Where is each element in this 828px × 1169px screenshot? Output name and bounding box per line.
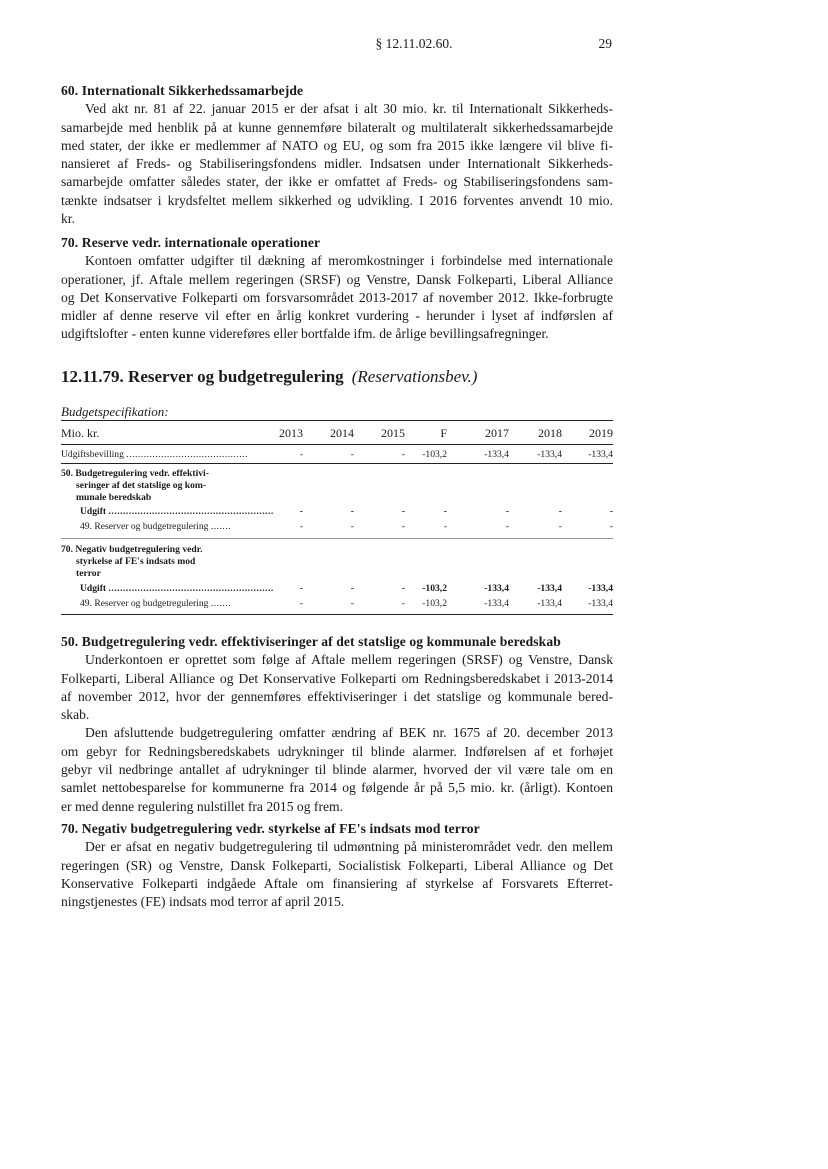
text-line: er med denne regulering nulstillet fra 2015 og frem. — [61, 798, 343, 814]
table-cell: - — [609, 521, 613, 532]
table-cell: -133,4 — [588, 583, 613, 594]
leader-dots: ......................................................... — [108, 506, 274, 517]
row-label: Udgift — [80, 506, 107, 517]
table-rule-bottom — [61, 614, 613, 615]
text-line: Ved akt nr. 81 af 22. januar 2015 er der afsat i alt 30 mio. kr. til Internationalt Sikkerheds- — [85, 101, 613, 117]
section-50-title: 50. Budgetregulering vedr. effektiviseringer af det statslige og kommunale beredskab — [61, 634, 561, 649]
table-row-group50-udgift — [61, 506, 613, 521]
text-line: skab. — [61, 707, 90, 723]
table-cell: - — [299, 598, 303, 609]
section-70b-body — [61, 838, 613, 911]
text-line: gebyr vil nedbringe antallet af udrykninger til blinde alarmer, hvorved der vil være tale om en — [61, 762, 613, 778]
table-row-udgiftsbevilling — [61, 449, 613, 464]
text-line: udgiftslofter - enten kunne videreføres eller bortfalde ifm. de årlige bevillingsafregninger. — [61, 326, 549, 342]
group-title-line: 70. Negativ budgetregulering vedr. — [61, 544, 203, 555]
section-70 — [61, 234, 613, 344]
year-header: 2018 — [538, 426, 562, 440]
text-line: tænkte indsatser i krydsfeltet mellem sikkerhed og udvikling. I 2016 forventes anvendt 10 mio. — [61, 192, 613, 208]
text-line: Folkeparti, Liberal Alliance og Det Konservative Folkeparti om Redningsberedskabet i 2013-2014 — [61, 670, 613, 686]
text-line: Underkontoen er oprettet som følge af Aftale mellem regeringen (SRSF) og Venstre, Dansk — [85, 652, 613, 668]
leader-dots: ....... — [210, 521, 232, 532]
section-60-body — [61, 100, 613, 228]
table-cell: - — [558, 521, 562, 532]
text-line: med stater, der ikke er medlemmer af NATO og EU, og som fra 2015 ikke længere vil blive fi- — [61, 137, 613, 153]
table-cell: - — [505, 506, 509, 517]
group-title-line: 50. Budgetregulering vedr. effektivi- — [61, 468, 209, 479]
table-cell: - — [350, 506, 354, 517]
text-line: og Det Konservative Folkeparti om forsvarsområdet 2013-2017 af november 2012. Ikke-forbrugte — [61, 289, 613, 305]
row-label: 49. Reserver og budgetregulering — [80, 521, 209, 532]
table-cell: -133,4 — [484, 598, 509, 609]
leader-dots: .......................................... — [126, 449, 249, 460]
table-cell: - — [558, 506, 562, 517]
table-cell: - — [299, 521, 303, 532]
text-line: samlet nettobesparelse for kommunerne fra 2014 og følgende år på 5,5 mio. kr. (årligt). Kontoen — [61, 780, 613, 796]
section-60-title: 60. Internationalt Sikkerhedssamarbejde — [61, 83, 304, 98]
table-cell: -133,4 — [537, 598, 562, 609]
leader-dots: ....... — [210, 598, 232, 609]
row-label: Udgiftsbevilling — [61, 449, 124, 460]
section-50-para-2 — [61, 724, 613, 815]
table-cell: -133,4 — [484, 583, 509, 594]
account-heading-title: 12.11.79. Reserver og budgetregulering — [61, 367, 344, 386]
table-cell: -103,2 — [422, 449, 447, 460]
section-70-body — [61, 252, 613, 343]
table-cell: - — [350, 521, 354, 532]
row-label: 49. Reserver og budgetregulering — [80, 598, 209, 609]
text-line: Kontoen omfatter udgifter til dækning af meromkostninger i forbindelse med internationale — [85, 253, 613, 269]
year-header: 2019 — [589, 426, 613, 440]
table-cell: -103,2 — [422, 583, 447, 594]
table-rule-top — [61, 420, 613, 421]
table-cell: - — [299, 506, 303, 517]
table-cell: -133,4 — [588, 449, 613, 460]
group-50-title — [61, 468, 271, 504]
text-line: Der er afsat en negativ budgetregulering til udmøntning på ministerområdet vedr. den mellem — [85, 839, 613, 855]
group-title-line: munale beredskab — [76, 492, 152, 503]
table-cell: - — [443, 521, 447, 532]
text-line: samarbejde med henblik på at kunne gennemføre bilateralt og multilateralt sikkerhedssamarbejde — [61, 119, 613, 135]
section-60 — [61, 82, 613, 228]
unit-label: Mio. kr. — [61, 426, 100, 440]
text-line: regeringen (SR) og Venstre, Dansk Folkeparti, Socialistisk Folkeparti, Liberal Alliance og Det — [61, 857, 613, 873]
table-cell: - — [505, 521, 509, 532]
table-cell: - — [299, 449, 303, 460]
year-header: 2013 — [279, 426, 303, 440]
table-cell: - — [350, 583, 354, 594]
account-heading — [61, 367, 477, 387]
section-70-negativ — [61, 820, 613, 911]
year-header: F — [440, 426, 447, 440]
table-cell: - — [350, 449, 354, 460]
table-cell: -133,4 — [537, 583, 562, 594]
row-label: Udgift — [80, 583, 107, 594]
table-rule — [61, 463, 613, 464]
table-cell: - — [299, 583, 303, 594]
section-70-title: 70. Reserve vedr. internationale operationer — [61, 235, 321, 250]
text-line: Konservative Folkeparti indgåede Aftale om finansiering af styrkelse af Forsvarets Efterret- — [61, 875, 613, 891]
table-cell: -133,4 — [484, 449, 509, 460]
table-row-group70-udgift — [61, 583, 613, 598]
table-cell: - — [401, 521, 405, 532]
table-header-row — [61, 426, 613, 441]
table-cell: - — [350, 598, 354, 609]
leader-dots: ......................................................... — [108, 583, 274, 594]
table-cell: - — [401, 598, 405, 609]
group-title-line: seringer af det statslige og kom- — [76, 480, 207, 491]
table-row-group50-sub — [61, 521, 613, 536]
text-line: nansieret af Freds- og Stabiliseringsfondens midler. Indsatsen under Internationalt Sikkerheds- — [61, 156, 613, 172]
year-header: 2014 — [330, 426, 354, 440]
group-title-line: styrkelse af FE's indsats mod — [76, 556, 196, 567]
year-header: 2017 — [485, 426, 509, 440]
budget-spec-label: Budgetspecifikation: — [61, 404, 169, 419]
table-cell: - — [401, 583, 405, 594]
text-line: operationer, jf. Aftale mellem regeringen (SRSF) og Venstre, Dansk Folkeparti, Liberal Alliance — [61, 271, 613, 287]
table-cell: - — [401, 506, 405, 517]
section-50-para-1 — [61, 651, 613, 724]
text-line: ningstjenestes (FE) indsats mod terror af april 2015. — [61, 894, 345, 910]
table-rule — [61, 538, 613, 539]
year-header: 2015 — [381, 426, 405, 440]
text-line: kr. — [61, 211, 75, 227]
text-line: af november 2012, hvor der gennemføres effektiviseringer i det statslige og kommunale bered- — [61, 688, 613, 704]
text-line: midler af denne reserve vil efter en årlig konkret vurdering - herunder i lyset af indførslen af — [61, 308, 613, 324]
group-70-title — [61, 544, 271, 580]
table-rule — [61, 444, 613, 445]
text-line: om gebyr for Redningsberedskabets udrykninger til blinde alarmer. Indførelsen af et forhøjet — [61, 743, 613, 759]
account-heading-tag: (Reservationsbev.) — [351, 367, 478, 386]
table-cell: - — [401, 449, 405, 460]
table-cell: -133,4 — [588, 598, 613, 609]
section-70b-title: 70. Negativ budgetregulering vedr. styrkelse af FE's indsats mod terror — [61, 821, 480, 836]
table-row-group70-sub — [61, 598, 613, 613]
page-number: 29 — [598, 36, 612, 51]
group-title-line: terror — [76, 568, 101, 579]
text-line: Den afsluttende budgetregulering omfatter ændring af BEK nr. 1675 af 20. december 2013 — [85, 725, 613, 741]
table-cell: -133,4 — [537, 449, 562, 460]
section-reference: § 12.11.02.60. — [375, 36, 453, 51]
text-line: samarbejde omfatter således stater, der ikke er omfattet af Freds- og Stabiliseringsfondens sam- — [61, 174, 613, 190]
table-cell: -103,2 — [422, 598, 447, 609]
table-cell: - — [609, 506, 613, 517]
table-cell: - — [443, 506, 447, 517]
section-50-budgetregulering — [61, 633, 613, 816]
